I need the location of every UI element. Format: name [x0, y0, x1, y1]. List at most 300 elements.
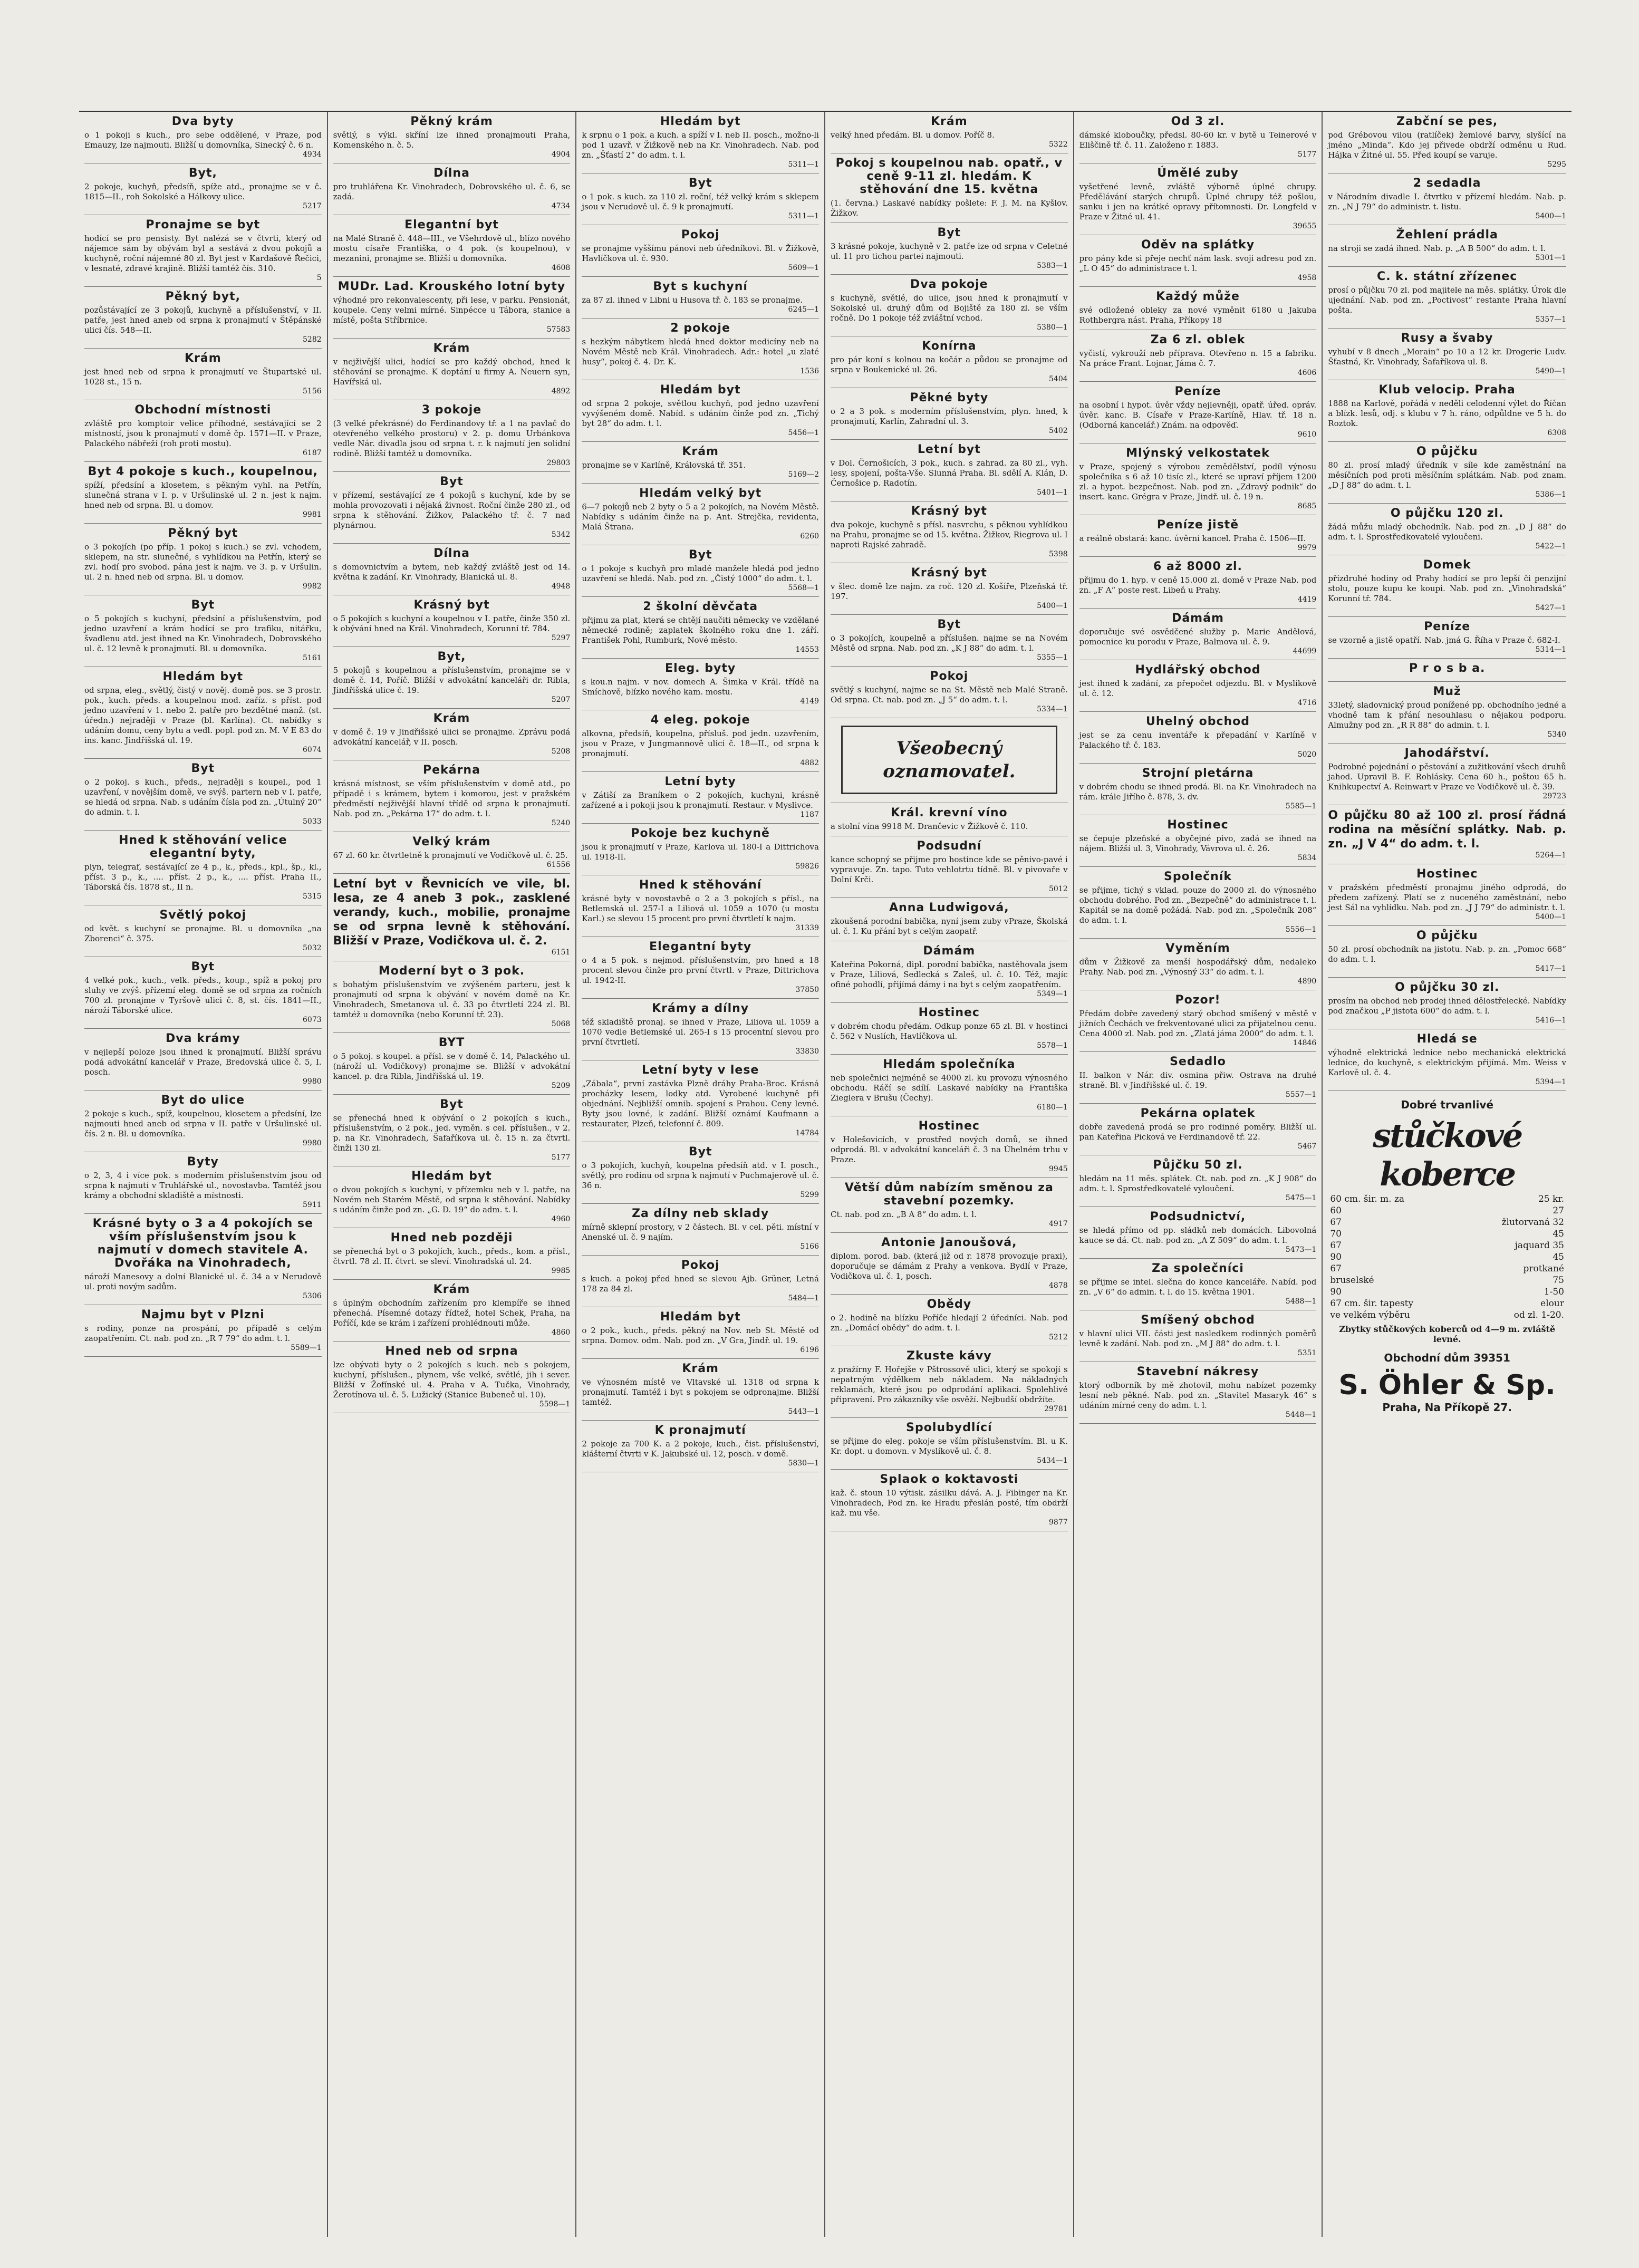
ad-code: 5400—1 — [1535, 212, 1566, 220]
classified-ad — [582, 1307, 819, 1359]
ad-title: Jahodářství. — [1404, 747, 1490, 760]
ad-title: Krám — [433, 712, 470, 725]
price-value: 25 kr. — [1538, 1194, 1564, 1204]
ad-text: přízdruhé hodiny od Prahy hodící se pro lepší či penzijní stolu, pouze kupu ke koupi. Nab. pod zn. „Vinohradská“ Korunní tř. 784. — [1328, 574, 1566, 603]
ad-text: 33letý, sladovnický proud ponížené pp. obchodního jedné a vhodně tam k přání nesouhlasu o nějakou podporu. Almužny pod zn. „R R 88“ do admin. t. l. — [1328, 700, 1566, 730]
column-1 — [79, 112, 328, 2237]
ad-title: Sedadlo — [1170, 1055, 1226, 1068]
ad-text: o 1 pokoje s kuchyň pro mladé manžele hledá pod jedno uzavření se hledá. Nab. pod zn. „Čistý 1000“ do adm. t. l. — [582, 564, 819, 583]
ad-code: 44699 — [1293, 647, 1317, 655]
classified-ad — [333, 1228, 571, 1280]
ad-code: 5598—1 — [539, 1400, 571, 1408]
ad-code: 5033 — [303, 817, 322, 826]
ad-title: Najmu byt v Plzni — [141, 1308, 265, 1321]
ad-text: přijmu za plat, která se chtějí naučiti německy ve vzdělané německé rodině; zaplatek školného roku dne 1. září. František Pohl, Rumburk, Nové město. — [582, 615, 819, 645]
ad-title: Muž — [1433, 685, 1461, 698]
ad-title: Dámám — [923, 944, 976, 958]
classified-ad — [831, 1233, 1068, 1295]
ad-text: v přízemí, sestávající ze 4 pokojů s kuchyní, kde by se mohla provozovati i nějaká živnost. Roční činže 280 zl., od srpna k stěhování. Žižkov, Palackého tř. č. 7 nad plynárnou. — [333, 490, 571, 530]
ad-text: v Dol. Černošicích, 3 pok., kuch. s zahrad. za 80 zl., vyh. lesy, spojení, pošta-Vše. Slunná Praha. Bl. sdělí A. Klán, D. Černošice p. Radotín. — [830, 458, 1068, 488]
classified-ad — [582, 319, 819, 380]
ad-title: Stavební nákresy — [1136, 1365, 1259, 1378]
ad-code: 5334—1 — [1037, 705, 1068, 713]
classified-ad — [84, 524, 322, 595]
ad-code: 9985 — [551, 1267, 571, 1275]
ad-title: 2 pokoje — [670, 322, 730, 335]
ad-code: 9610 — [1297, 430, 1317, 439]
classified-ad — [1079, 764, 1317, 815]
classified-ad — [831, 941, 1068, 1003]
ad-code: 5427—1 — [1535, 604, 1566, 612]
ad-code: 5443—1 — [788, 1407, 819, 1416]
ad-code: 5311—1 — [788, 160, 819, 169]
classified-ad — [582, 380, 819, 442]
ad-code: 5295 — [1547, 160, 1566, 169]
ad-title: Pokoj — [681, 228, 720, 242]
classified-ad — [831, 1470, 1068, 1531]
ad-text: o 3 pokojích, kuchyň, koupelna předsíň atd. v I. posch., světlý, pro rodinu od srpna k najmutí v Puchmajerově ul. č. 36 n. — [582, 1161, 819, 1190]
ad-title: Dílna — [433, 547, 470, 560]
ad-title: Pekárna oplatek — [1140, 1107, 1256, 1120]
classified-ad — [1079, 815, 1317, 867]
classified-ad — [84, 905, 322, 957]
price-size: 67 — [1330, 1263, 1342, 1274]
ad-text: 4 velké pok., kuch., velk. předs., koup., spíž a pokoj pro sluhy ve zvýš. přízemí eleg. domě se od srpna za ročních 700 zl. pronajme v Tyršově ulici č. 8, st. čís. 1841—II., nároží Táborské ulice. — [84, 976, 322, 1015]
ad-code: 5830—1 — [788, 1459, 819, 1468]
price-row — [1328, 1298, 1566, 1309]
classified-ad — [84, 957, 322, 1029]
ad-code: 29723 — [1542, 792, 1566, 800]
ad-code: 6245—1 — [788, 305, 819, 314]
ad-text: s kuch. a pokoj před hned se slevou Ajb. Grüner, Letná 178 za 84 zl. — [582, 1274, 819, 1294]
ad-title: Peníze — [1424, 620, 1471, 633]
classified-ad — [831, 836, 1068, 898]
ad-text: na stroji se zadá ihned. Nab. p. „A B 500“ do adm. t. l. — [1328, 244, 1546, 253]
ad-text: v dobrém chodu předám. Odkup ponze 65 zl. Bl. v hostinci č. 562 v Nuslích, Havlíčkova ul. — [830, 1021, 1068, 1041]
ad-title: Pěkný krám — [410, 115, 493, 128]
ad-title: O půjčku 30 zl. — [1395, 981, 1500, 994]
price-row — [1328, 1228, 1566, 1240]
classified-ad — [333, 400, 571, 472]
ad-title: Byt s kuchyní — [653, 280, 748, 293]
ad-title: Byt 4 pokoje s kuch., koupelnou, — [88, 465, 318, 478]
ad-title: Peníze — [1174, 385, 1221, 398]
ad-title: Dílna — [433, 167, 470, 180]
ad-code: 4882 — [800, 759, 819, 767]
ad-code: 37850 — [795, 986, 819, 994]
classified-ad — [1328, 329, 1566, 380]
ad-text: diplom. porod. bab. (která již od r. 1878 provozuje praxi), doporučuje se dámám z Prahy a venkova. Bydlí v Praze, Vodičkova ul. č. 1, posch. — [830, 1251, 1068, 1281]
ad-text: o 2 pokoj. s kuch., předs., nejraději s koupel., pod 1 uzavření, v novějším domě, ve svýš. partern neb v I. patře, se hledá od srpna. Nab. s udáním čísla pod zn. „Útulný 20“ do admin. t. l. — [84, 777, 322, 817]
company-address: Praha, Na Příkopě 27. — [1382, 1401, 1512, 1414]
classified-ad — [582, 1142, 819, 1204]
ad-title: Dva pokoje — [910, 278, 988, 291]
price-row — [1328, 1251, 1566, 1263]
ad-code: 5209 — [551, 1082, 571, 1090]
classified-ad — [582, 1421, 819, 1472]
ad-code: 6196 — [800, 1346, 819, 1354]
price-list — [1328, 1193, 1566, 1321]
ad-title: Byt — [688, 1145, 712, 1159]
ad-code: 5557—1 — [1285, 1090, 1317, 1099]
ad-title: Hledám společníka — [883, 1058, 1016, 1071]
ad-text: světlý, s výkl. skříní lze ihned pronajmouti Praha, Komenského n. č. 5. — [333, 130, 571, 150]
ad-text: ktorý odborník by mě zhotovil, mohu nabízet pozemky lesní neb pěkné. Nab. pod zn. „Stavitel Masaryk 46“ s udáním mírné ceny do adm. t. l. — [1079, 1381, 1317, 1410]
ad-title: Hostinec — [1167, 818, 1229, 832]
column-5 — [1074, 112, 1323, 2237]
ad-code: 5169—2 — [788, 470, 819, 479]
ad-title: Smíšený obchod — [1141, 1314, 1255, 1327]
classified-ad — [84, 1152, 322, 1214]
ad-code: 5473—1 — [1285, 1246, 1317, 1254]
ad-title: Eleg. byty — [665, 662, 736, 675]
ad-code: 5322 — [1049, 140, 1068, 149]
ad-code: 5264—1 — [1535, 851, 1566, 860]
classified-ad — [582, 824, 819, 875]
ad-code: 5012 — [1049, 885, 1068, 893]
classified-ad — [831, 1346, 1068, 1418]
ad-title: Úmělé zuby — [1157, 167, 1239, 180]
price-row — [1328, 1193, 1566, 1205]
ad-code: 5467 — [1297, 1142, 1317, 1151]
ad-title: Podsudní — [917, 839, 982, 853]
ad-text: o 3 pokojích (po příp. 1 pokoj s kuch.) se zvl. vchodem, sklepem, na str. slunečné, s vyhlídkou na Petřín, který se zvl. hodí pro svobod. pána jest k najm. ve 3. p. v Uršulin. ul. 2 n. hned neb od srpna. Bl. u domov. — [84, 542, 322, 582]
classified-ad — [333, 163, 571, 215]
ad-title: O půjčku — [1416, 445, 1478, 458]
ad-code: 5490—1 — [1535, 367, 1566, 375]
price-row — [1328, 1240, 1566, 1251]
classified-ad — [1328, 442, 1566, 504]
ad-title: Krásný byt — [911, 566, 987, 580]
ad-title: Dva byty — [171, 115, 234, 128]
ad-title: Byt do ulice — [161, 1094, 245, 1107]
classified-ad — [333, 760, 571, 832]
ad-code: 6073 — [303, 1016, 322, 1024]
ad-text: vyčistí, vykrouží neb příprava. Otevřeno n. 15 a fabriku. Na práce Frant. Lojnar, Jáma č. 7. — [1079, 349, 1317, 368]
ad-code: 5417—1 — [1535, 964, 1566, 973]
column-6 — [1323, 112, 1571, 2237]
classified-ad — [831, 1295, 1068, 1346]
ad-text: plyn, telegraf, sestávající ze 4 p., k., předs., kpl., šp., kl., příst. 3 p., k., .... příst. 2 p., k., .... příst. Praha II., Táborská čís. 1878 st., II n. — [84, 862, 322, 892]
ad-title: Za společníci — [1152, 1262, 1244, 1275]
ad-headline: Letní byt v Řevnicích ve vile, bl. lesa, ze 4 aneb 3 pok., zasklené verandy, kuch., mobilie, pronajme se od srpna levně k stěhování. Bližší v Praze, Vodičkova ul. č. 2. — [333, 877, 571, 948]
ad-text: se přenechá hned k obývání o 2 pokojích s kuch., příslušenstvím, o 2 pok., jed. vyměn. s cel. příslušen., v 2. p. na Kr. Vinohradech, Šafaříkova ul. č. 15 n. za čtvrtl. činži 130 zl. — [333, 1113, 571, 1153]
carpet-title: stůčkové koberce — [1373, 1116, 1522, 1193]
column-2 — [328, 112, 577, 2237]
classified-ad — [831, 615, 1068, 667]
classified-ad — [1079, 287, 1317, 330]
ad-code: 5394—1 — [1535, 1078, 1566, 1086]
classified-ad — [831, 803, 1068, 836]
classified-ad — [582, 484, 819, 545]
ad-text: alkovna, předsíň, koupelna, přísluš. pod jedn. uzavřením, jsou v Praze, v Jungmannově ulici č. 18—II., od srpna k pronajmutí. — [582, 729, 819, 758]
ad-text: mírně sklepní prostory, v 2 částech. Bl. v cel. pěti. místní v Anenské ul. č. 9 najím. — [582, 1222, 819, 1242]
classified-ad — [333, 1095, 571, 1166]
ad-text: v dobrém chodu se ihned prodá. Bl. na Kr. Vinohradech na rám. krále Jiřího č. 878, 3. dv. — [1079, 782, 1317, 802]
price-row — [1328, 1263, 1566, 1275]
ad-code: 57583 — [546, 325, 571, 334]
classified-ad — [1079, 712, 1317, 764]
ad-title: Domek — [1423, 558, 1471, 572]
ad-text: hledám na 11 měs. splátek. Ct. nab. pod zn. „K J 908“ do adm. t. l. Sprostředkovatelé vyloučení. — [1079, 1174, 1317, 1193]
ad-code: 5434—1 — [1037, 1456, 1068, 1465]
ad-text: v nejlepší poloze jsou ihned k pronajmutí. Bližší správu podá advokátní kancelář v Praze, Bredovská ulice č. 5, I. posch. — [84, 1047, 322, 1077]
ad-title: Pozor! — [1175, 993, 1221, 1007]
ad-title: MUDr. Lad. Krouského lotní byty — [338, 280, 566, 293]
price-size: 70 — [1330, 1229, 1342, 1239]
ad-text: 80 zl. prosí mladý úředník v síle kde zaměstnání na měsíčních pod proti měsíčním splátkám. Nab. pod znam. „D J 88“ do adm. t. l. — [1328, 460, 1566, 490]
ad-title: Každý může — [1156, 290, 1240, 303]
classified-ad — [1079, 330, 1317, 382]
ad-code: 5207 — [551, 696, 571, 704]
ad-title: Pěkné byty — [910, 391, 989, 404]
ad-text: 2 pokoje za 700 K. a 2 pokoje, kuch., čist. příslušenství, klášterní čtvrti v K. Jakubské ul. 12, posch. v domě. — [582, 1439, 819, 1459]
ad-title: 4 eleg. pokoje — [650, 713, 750, 727]
classified-ad — [1328, 659, 1566, 682]
ad-code: 6074 — [303, 746, 322, 754]
ad-text: pro pány kde si přeje nechť nám lask. svoji adresu pod zn. „L O 45“ do administrace t. l. — [1079, 254, 1317, 273]
classified-ad — [84, 595, 322, 667]
classified-ad — [831, 112, 1068, 153]
ad-title: Krámy a dílny — [652, 1002, 749, 1015]
ad-text: kance schopný se přijme pro hostince kde se pěnivo-pavé i vypravuje. Zn. tapo. Tuto vehlotrtu tídně. Bl. v pivovaře v Dolní Krči. — [830, 855, 1068, 884]
ad-title: Elegantní byt — [404, 218, 499, 231]
ad-text: o 2, 3, 4 i více pok. s moderním příslušenstvím jsou od srpna k najmutí v Truhlářské ul., novostavba. Tamtéž jsou krámy a obchodní skladiště a místnosti. — [84, 1171, 322, 1200]
ad-text: přijmu do 1. hyp. v ceně 15.000 zl. domě v Praze Nab. pod zn. „F A“ poste rest. Libeň u Prahy. — [1079, 575, 1317, 595]
classified-ad — [831, 153, 1068, 223]
ad-code: 5578—1 — [1037, 1041, 1068, 1050]
price-value: 45 — [1553, 1229, 1564, 1239]
classified-ad — [1328, 864, 1566, 926]
price-value: elour — [1540, 1298, 1564, 1309]
classified-ad — [84, 400, 322, 462]
ad-code: 6151 — [551, 948, 571, 957]
ad-text: od srpna, eleg., světlý, čistý v nověj. domě pos. se 3 prostr. pok., kuch. předs. a koupelnou mod. zaříz. s příst. pod jedno uzavření v 1. nebo 2. patře pro bezdětné manž. (st. úředn.) nejraději v Praze (bl. Karlína). Ct. nabídky s udáním domu, ceny bytu a vedl. popl. pod zn. M. V E 83 do ins. kanc. Jindřišská ul. 19. — [84, 686, 322, 745]
ad-text: o 4 a 5 pok. s nejmod. příslušenstvím, pro hned a 18 procent slevou činže pro první čtvrtl. v Praze, Dittrichova ul. 1942-II. — [582, 956, 819, 985]
ad-text: „Zábala“, první zastávka Plzně dráhy Praha-Broc. Krásná procházky lesem, lodky atd. Vyrobené kuchyně při objednání. Nejbližší omnib. spojení s Prahou. Ceny levné. Byty jsou lovné, k zadání. Bližší oznámí Kaufmann a restaurater, Plzeň, telefonní č. 809. — [582, 1079, 819, 1128]
classified-ad — [1328, 1029, 1566, 1091]
ad-text: lze obývati byty o 2 pokojích s kuch. neb s pokojem, kuchyní, příslušen., plynem, vše velké, světlé, jih i sever. Bližší v Žofínské ul. 4. Praha v A. Tučka, Vinohrady, Žerotínova ul. č. 5. Lužický (Stanice Bubeneč ul. 10). — [333, 1360, 571, 1400]
classified-ad — [831, 223, 1068, 275]
classified-ad — [582, 710, 819, 772]
ad-text: za 87 zl. ihned v Libni u Husova tř. č. 183 se pronajme. — [582, 295, 803, 305]
classified-ad — [582, 875, 819, 937]
classified-ad — [84, 1029, 322, 1090]
ad-title: Za dílny neb sklady — [632, 1207, 769, 1220]
classified-ad — [333, 874, 571, 961]
ad-title: Byt — [688, 177, 712, 190]
classified-ad — [84, 1305, 322, 1357]
ad-text: od srpna 2 pokoje, světlou kuchyň, pod jedno uzavření vyvýšeném domě. Nabíd. s udáním činže pod zn. „Tichý byt 28“ do adm. t. l. — [582, 399, 819, 428]
ad-text: jsou k pronajmutí v Praze, Karlova ul. 180-I a Dittrichova ul. 1918-II. — [582, 842, 819, 862]
ad-text: se pronajme vyššímu pánovi neb úředníkovi. Bl. v Žižkově, Havlíčkova ul. č. 930. — [582, 244, 819, 263]
classified-ad — [1328, 225, 1566, 267]
ad-title: Hledám velký byt — [639, 487, 762, 500]
ad-text: doporučuje své osvědčené služby p. Marie Andělová, pomocnice ku porodu v Praze, Balmova ul. č. 9. — [1079, 627, 1317, 646]
ad-code: 9877 — [1049, 1518, 1068, 1527]
ad-text: se čepuje plzeňské a obyčejné pivo, zadá se ihned na nájem. Bližší ul. 3, Vinohrady, Vávrova ul. č. 26. — [1079, 834, 1317, 853]
ad-text: pronajme se v Karlíně, Královská tř. 351. — [582, 460, 746, 470]
ad-title: Krásné byty o 3 a 4 pokojích se vším příslušenstvím jsou k najmutí v domech stavitele A. Dvořáka na Vinohradech, — [92, 1217, 314, 1270]
ad-text: v domě č. 19 v Jindřišské ulici se pronajme. Zprávu podá advokátní kancelář, v II. posch. — [333, 727, 571, 747]
ad-code: 29803 — [546, 459, 571, 467]
ad-title: Byt — [191, 960, 215, 973]
ad-title: Podsudnictví, — [1150, 1210, 1246, 1223]
classified-ad — [582, 597, 819, 659]
classified-ad — [333, 1342, 571, 1413]
price-value: 45 — [1553, 1252, 1564, 1262]
classified-ad — [582, 1359, 819, 1421]
classified-page — [79, 111, 1571, 2237]
ad-text: II. balkon v Nár. div. osmina přiw. Ostrava na druhé straně. Bl. v Jindřišské ul. č. 19. — [1079, 1070, 1317, 1090]
ad-code: 5240 — [551, 819, 571, 827]
ad-code: 5448—1 — [1285, 1411, 1317, 1419]
ad-text: se hledá přímo od pp. sládků neb domácích. Libovolná kauce se dá. Ct. nab. pod zn. „A Z 509“ do adm. t. l. — [1079, 1225, 1317, 1245]
price-row — [1328, 1286, 1566, 1298]
classified-ad — [1079, 609, 1317, 660]
classified-ad — [84, 462, 322, 524]
ad-code: 6260 — [800, 532, 819, 541]
ad-text: jest se za cenu inventáře k přepadání v Karlíně v Palackého tř. č. 183. — [1079, 730, 1317, 750]
ad-code: 5380—1 — [1037, 323, 1068, 332]
ad-code: 5297 — [551, 634, 571, 642]
classified-ad — [831, 336, 1068, 388]
price-size: ve velkém výběru — [1330, 1310, 1410, 1320]
ad-text: zvláště pro komptoir velice příhodné, sestávající se 2 místností, jsou k pronajmutí v domě čp. 1571—II. v Praze, Palackého nábřeží (roh proti mostu). — [84, 419, 322, 448]
ad-title: Pokoj — [930, 670, 969, 683]
ad-code: 5357—1 — [1535, 315, 1566, 324]
ad-code: 5342 — [551, 530, 571, 539]
classified-ad — [1079, 1362, 1317, 1424]
ad-title: Krám — [682, 445, 719, 458]
classified-ad — [582, 277, 819, 319]
ad-title: Byt — [191, 599, 215, 612]
ad-text: dům v Žižkově za menší hospodářský dům, nedaleko Prahy. Nab. pod zn. „Výnosný 33“ do adm. t. l. — [1079, 957, 1317, 977]
ad-code: 5422—1 — [1535, 542, 1566, 551]
ad-title: Mlýnský velkostatek — [1126, 447, 1270, 460]
ad-text: krásná místnost, se vším příslušenstvím v domě atd., po případě i s krámem, bytem i komorou, jest v pražském předměstí nejživější hlavní třídě od srpna k pronajmutí. Nab. pod zn. „Pekárna 17“ do adm. t. l. — [333, 779, 571, 818]
ad-title: Byt — [440, 1098, 464, 1111]
ad-code: 5282 — [303, 335, 322, 344]
classified-ad — [1328, 978, 1566, 1029]
classified-ad — [1328, 173, 1566, 225]
ad-code: 4934 — [303, 150, 322, 159]
classified-ad — [582, 659, 819, 710]
ad-title: O půjčku — [1416, 929, 1478, 942]
ad-text: s domovnictvím a bytem, neb každý zvláště jest od 14. května k zadání. Kr. Vinohrady, Blanická ul. 8. — [333, 562, 571, 582]
ad-text: (3 velké překrásné) do Ferdinandovy tř. a 1 na pavlač do otevřeného velkého prostoru) v 2. p. domu Urbánkova vedle Nár. divadla jsou od srpna t. r. k najmutí jen solidní rodině. Bližší tamtéž u domovníka. — [333, 419, 571, 458]
classified-ad — [1079, 235, 1317, 287]
ad-code: 5351 — [1297, 1349, 1317, 1357]
classified-ad — [582, 1256, 819, 1307]
ad-text: neb společnici nejméně se 4000 zl. ku provozu výnosného obchodu. Ráčí se sdílí. Laskavé nabídky na Františka Zieglera v Brušu (Čechy). — [830, 1073, 1068, 1103]
classified-ad — [1328, 112, 1566, 173]
ad-text: od květ. s kuchyní se pronajme. Bl. u domovníka „na Zborenci“ č. 375. — [84, 924, 322, 943]
ad-title: Byt — [937, 226, 961, 239]
ad-title: Konírna — [922, 340, 977, 353]
ad-text: se přijme do eleg. pokoje se vším příslušenstvím. Bl. u K. Kr. dopt. u domovn. v Myslíkově ul. č. 8. — [830, 1436, 1068, 1456]
ad-title: Rusy a švaby — [1401, 332, 1493, 345]
classified-ad — [333, 472, 571, 544]
price-row — [1328, 1309, 1566, 1321]
price-size: 67 cm. šir. tapesty — [1330, 1298, 1414, 1309]
ad-text: nároží Manesovy a dolní Blanické ul. č. 34 a v Nerudově ul. proti novým sadům. — [84, 1272, 322, 1291]
ad-text: světlý s kuchyní, najme se na St. Městě neb Malé Straně. Od srpna. Ct. nab. pod zn. „J 5“ do adm. t. l. — [830, 685, 1068, 704]
ad-title: 2 školní děvčata — [643, 600, 758, 613]
column-4 — [825, 112, 1074, 2237]
price-size: bruselské — [1330, 1275, 1374, 1286]
price-row — [1328, 1217, 1566, 1228]
classified-ad — [84, 1214, 322, 1305]
ad-text: 50 zl. prosí obchodník na jistotu. Nab. p. zn. „Pomoc 668“ do adm. t. l. — [1328, 944, 1566, 964]
ad-text: Předám dobře zavedený starý obchod smíšený v městě v jižních Čechách ve frekventované ulici za přijatelnou cenu. Cena 4000 zl. Nab. pod zn. „Zlatá jáma 2000“ do adm. t. l. — [1079, 1009, 1317, 1038]
classified-ad — [831, 563, 1068, 615]
ad-code: 9981 — [303, 510, 322, 519]
classified-ad — [1079, 557, 1317, 609]
ad-text: prosí o půjčku 70 zl. pod majitele na měs. splátky. Úrok dle ujednání. Nab. pod zn. „Poctivost“ restante Praha hlavní pošta. — [1328, 285, 1566, 315]
ad-text: dva pokoje, kuchyně s přísl. nasvrchu, s pěknou vyhlídkou na Prahu, pronajme se od 15. května. Žižkov, Riegrova ul. I naproti Rajské zahradě. — [830, 520, 1068, 549]
ad-title: Oděv na splátky — [1141, 238, 1255, 252]
classified-ad — [1079, 515, 1317, 557]
ad-code: 5911 — [303, 1201, 322, 1209]
ad-code: 9982 — [303, 582, 322, 591]
ad-code: 5355—1 — [1037, 653, 1068, 662]
ad-text: 2 pokoje s kuch., spíž, koupelnou, klosetem a předsíní, lze najmouti hned aneb od srpna v II. patře v Uršulinské ul. čís. 2 n. Bl. u domovníka. — [84, 1109, 322, 1138]
ad-text: prosím na obchod neb prodej ihned dělostřelecké. Nabídky pod značkou „P jistota 600“ do adm. t. l. — [1328, 996, 1566, 1016]
store-label: Obchodní dům 39351 — [1384, 1352, 1510, 1364]
classified-ad — [831, 501, 1068, 563]
ad-code: 5306 — [303, 1292, 322, 1300]
ad-text: o dvou pokojích s kuchyní, v přízemku neb v I. patře, na Novém neb Starém Městě, od srpna k stěhování. Nabídky s udáním činže pod zn. „G. D. 19“ do adm. t. l. — [333, 1185, 571, 1214]
ad-title: Elegantní byty — [649, 940, 752, 953]
ad-title: Světlý pokoj — [159, 909, 247, 922]
ad-title: Hostinec — [1416, 867, 1478, 881]
ad-title: Za 6 zl. oblek — [1150, 333, 1246, 346]
ad-title: Hned neb od srpna — [385, 1345, 518, 1358]
ad-code: 33830 — [795, 1047, 819, 1056]
ad-code: 4878 — [1049, 1281, 1068, 1290]
classified-ad — [1079, 1259, 1317, 1310]
ad-title: Hledám byt — [660, 115, 741, 128]
ad-code: 5177 — [551, 1153, 571, 1162]
ad-title: Pekárna — [423, 764, 480, 777]
price-value: žlutorvaná 32 — [1501, 1217, 1564, 1228]
ad-text: pro pár koní s kolnou na kočár a půdou se pronajme od srpna v Boukenické ul. 26. — [830, 355, 1068, 374]
ad-code: 9980 — [303, 1139, 322, 1147]
ad-title: Krám — [682, 1362, 719, 1375]
classified-ad — [1328, 555, 1566, 617]
ad-code: 5156 — [303, 387, 322, 395]
classified-ad — [1079, 1310, 1317, 1362]
ad-title: Hledám byt — [411, 1170, 492, 1183]
ad-text: a reálně obstará: kanc. úvěrní kancel. Praha č. 1506—II. — [1079, 534, 1306, 543]
ad-title: Uhelný obchod — [1145, 715, 1250, 728]
ad-code: 5568—1 — [788, 584, 819, 592]
ad-code: 5032 — [303, 944, 322, 952]
ad-code: 5383—1 — [1037, 262, 1068, 270]
ad-code: 39655 — [1293, 222, 1317, 230]
classified-ad — [1079, 660, 1317, 712]
classified-ad — [831, 898, 1068, 941]
ad-code: 5609—1 — [788, 264, 819, 272]
ad-code: 9979 — [1297, 544, 1317, 552]
ad-title: Král. krevní víno — [891, 806, 1008, 819]
ad-code: 14553 — [795, 645, 819, 654]
ad-code: 5299 — [800, 1191, 819, 1199]
ad-title: Vyměním — [1165, 942, 1230, 955]
ad-title: C. k. státní zřízenec — [1377, 270, 1518, 283]
ad-code: 5556—1 — [1285, 925, 1317, 934]
